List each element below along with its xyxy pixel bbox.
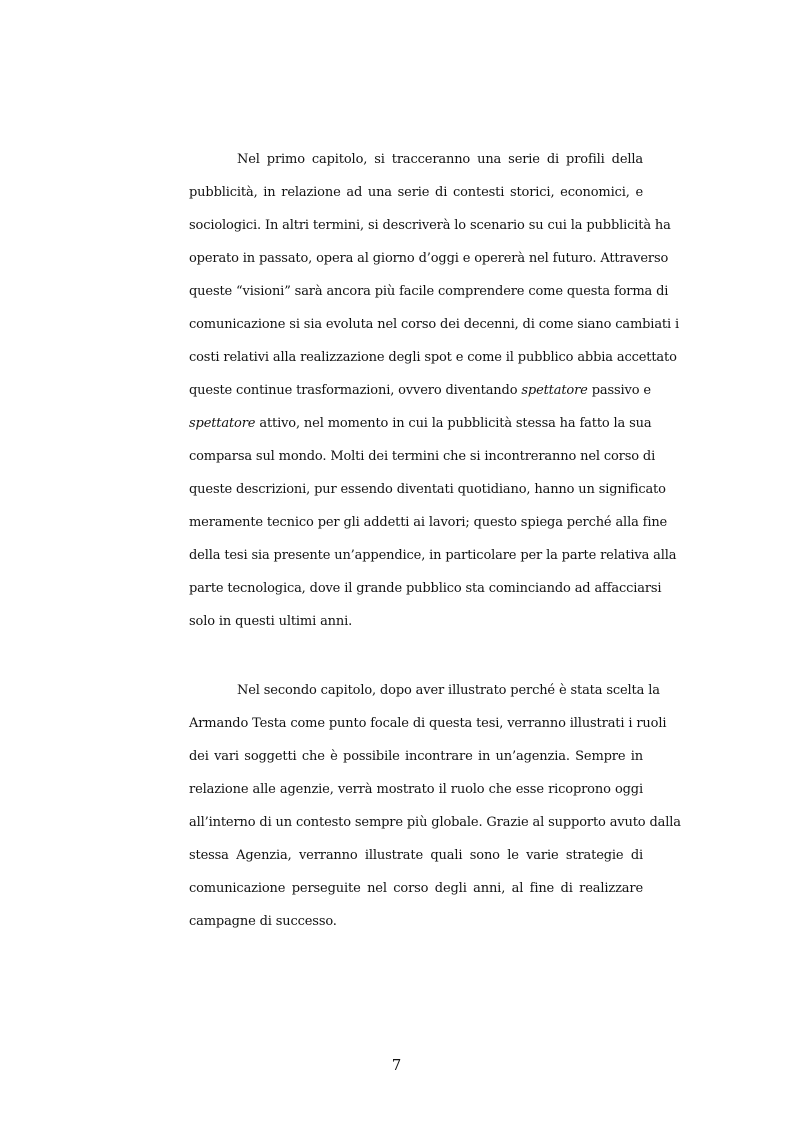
text-line: parte tecnologica, dove il grande pubblico sta cominciando ad affacciarsi — [189, 581, 662, 596]
text-run: queste continue trasformazioni, ovvero diventando — [189, 383, 522, 398]
text-line — [189, 374, 651, 407]
text-line: comparsa sul mondo. Molti dei termini che si incontreranno nel corso di — [189, 449, 656, 464]
text-line — [189, 407, 652, 440]
text-line: Nel secondo capitolo, dopo aver illustrato perché è stata scelta la — [237, 683, 660, 698]
text-line: costi relativi alla realizzazione degli spot e come il pubblico abbia accettato — [189, 350, 677, 365]
text-line: queste descrizioni, pur essendo diventati quotidiano, hanno un significato — [189, 482, 666, 497]
text-line: comunicazione si sia evoluta nel corso dei decenni, di come siano cambiati i — [189, 317, 679, 332]
paragraph-chapter-two — [189, 674, 681, 938]
text-run: attivo, nel momento in cui la pubblicità stessa ha fatto la sua — [255, 416, 652, 431]
text-run: passivo e — [587, 383, 651, 398]
text-line: all’interno di un contesto sempre più globale. Grazie al supporto avuto dalla — [189, 815, 681, 830]
text-line: campagne di successo. — [189, 914, 337, 929]
text-line: Armando Testa come punto focale di questa tesi, verranno illustrati i ruoli — [189, 716, 667, 731]
paragraph-chapter-one — [189, 143, 679, 638]
text-line: Nel primo capitolo, si tracceranno una serie di profili della — [237, 152, 643, 167]
text-line: pubblicità, in relazione ad una serie di contesti storici, economici, e — [189, 185, 643, 200]
text-line: della tesi sia presente un’appendice, in particolare per la parte relativa alla — [189, 548, 677, 563]
italic-term: spettatore — [521, 383, 588, 398]
text-line: solo in questi ultimi anni. — [189, 614, 353, 629]
text-line: sociologici. In altri termini, si descriverà lo scenario su cui la pubblicità ha — [189, 218, 671, 233]
text-line: queste “visioni” sarà ancora più facile comprendere come questa forma di — [189, 284, 669, 299]
text-line: meramente tecnico per gli addetti ai lavori; questo spiega perché alla fine — [189, 515, 668, 530]
text-line: operato in passato, opera al giorno d’oggi e opererà nel futuro. Attraverso — [189, 251, 669, 266]
italic-term: spettatore — [189, 416, 256, 431]
text-line: relazione alle agenzie, verrà mostrato il ruolo che esse ricoprono oggi — [189, 782, 643, 797]
text-line: dei vari soggetti che è possibile incontrare in un’agenzia. Sempre in — [189, 749, 643, 764]
text-line: stessa Agenzia, verranno illustrate quali sono le varie strategie di — [189, 848, 643, 863]
page-number: 7 — [391, 1056, 402, 1074]
text-line: comunicazione perseguite nel corso degli anni, al fine di realizzare — [189, 881, 643, 896]
